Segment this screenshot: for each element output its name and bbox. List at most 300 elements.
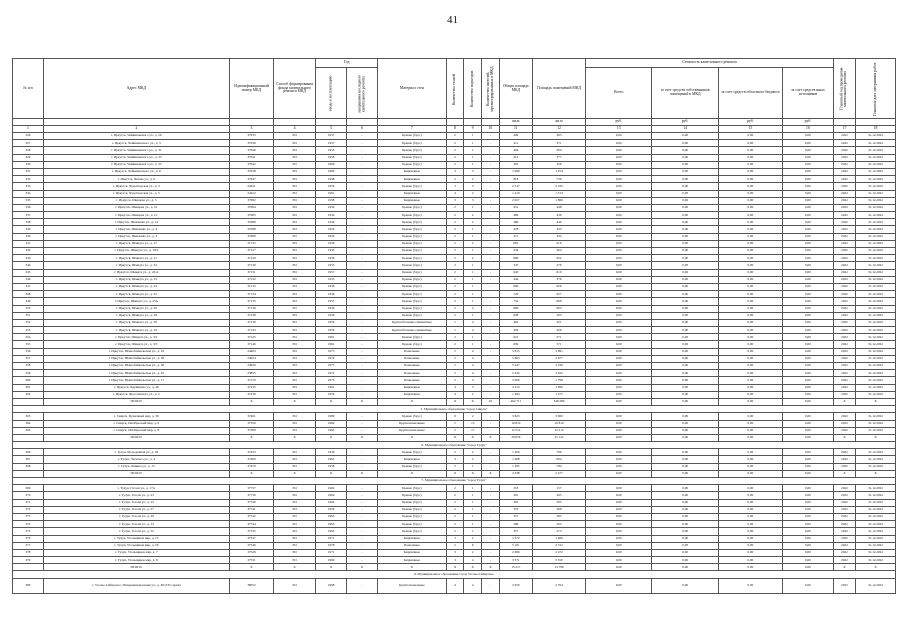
table-cell: 0,00: [652, 542, 718, 549]
table-cell: 610: [532, 269, 585, 276]
table-cell: X: [482, 434, 500, 441]
hdr-wall: Материал стен: [378, 59, 447, 119]
table-cell: 0,00: [782, 240, 833, 247]
table-cell: 295: [532, 499, 585, 506]
table-cell: 0,00: [718, 233, 782, 240]
table-cell: 348: [13, 291, 44, 298]
table-cell: -: [347, 183, 378, 190]
table-cell: X: [856, 434, 896, 441]
table-cell: г. Иркутск, Шмидта ул., д. 22: [43, 262, 229, 269]
table-cell: 2: [446, 341, 464, 348]
table-cell: 1960: [316, 168, 347, 175]
table-cell: 2022: [833, 276, 855, 283]
table-cell: X: [446, 564, 464, 571]
table-cell: г. Тулун, Гоголя ул., д. 25: [43, 499, 229, 506]
table-row: [13, 492, 896, 499]
table-cell: 621: [499, 334, 532, 341]
table-cell: 1948: [316, 176, 347, 183]
table-cell: 0,00: [586, 363, 652, 370]
table-cell: -: [347, 499, 378, 506]
table-cell: г. Иркутск, Шмидта ул., д. 3/2: [43, 334, 229, 341]
table-cell: 5: [446, 542, 464, 549]
table-cell: ИТОГО:: [43, 398, 229, 405]
table-cell: 409: [499, 133, 532, 140]
table-cell: -: [482, 549, 500, 556]
table-cell: 372: [13, 506, 44, 513]
table-cell: РО: [274, 140, 316, 147]
table-row: [13, 528, 896, 535]
table-cell: 0,00: [718, 183, 782, 190]
table-cell: г. Иркутск, Шевцова ул., д. 5: [43, 197, 229, 204]
table-cell: -: [482, 391, 500, 398]
table-cell: 5: [446, 370, 464, 377]
column-number: 16: [782, 126, 833, 133]
table-cell: г. Иркутск, Шевцова ул., д. 12: [43, 212, 229, 219]
table-cell: 411: [499, 140, 532, 147]
table-cell: 2: [446, 204, 464, 211]
table-cell: 358: [13, 363, 44, 370]
table-row: [13, 312, 896, 319]
table-cell: Панельные: [378, 355, 447, 362]
table-cell: 0,00: [586, 499, 652, 506]
table-cell: 363: [532, 133, 585, 140]
table-cell: 0,00: [652, 147, 718, 154]
table-cell: 37038: [229, 168, 273, 175]
table-cell: г. Иркутск, Южнобайкальская ул., д. 17: [43, 377, 229, 384]
table-cell: -: [347, 355, 378, 362]
table-cell: 371: [532, 140, 585, 147]
table-cell: 2: [464, 255, 482, 262]
table-cell: 1934: [316, 233, 347, 240]
table-cell: РО: [274, 427, 316, 434]
table-cell: 1: [446, 319, 464, 326]
table-cell: 31.12.2022: [856, 363, 896, 370]
table-cell: 0,00: [782, 542, 833, 549]
table-cell: 2: [446, 255, 464, 262]
table-cell: 37460: [229, 456, 273, 463]
table-cell: 0,00: [652, 463, 718, 470]
table-cell: 2 950: [499, 578, 532, 593]
table-cell: 1975: [316, 377, 347, 384]
table-cell: -: [347, 492, 378, 499]
table-row: [13, 355, 896, 362]
table-cell: 0,00: [652, 204, 718, 211]
table-cell: 280: [499, 521, 532, 528]
table-cell: 1: [464, 463, 482, 470]
table-cell: 434: [499, 248, 532, 255]
table-cell: 31.12.2022: [856, 391, 896, 398]
table-cell: 0,00: [782, 549, 833, 556]
table-cell: -: [347, 341, 378, 348]
table-cell: -: [347, 226, 378, 233]
table-cell: 2022: [833, 219, 855, 226]
table-cell: 4: [464, 327, 482, 334]
table-row: [13, 276, 896, 283]
table-cell: 347: [13, 283, 44, 290]
table-cell: 0,00: [782, 140, 833, 147]
table-cell: 9: [446, 413, 464, 420]
table-cell: РО: [274, 506, 316, 513]
table-cell: Бревно (брус): [378, 140, 447, 147]
table-cell: 0,00: [586, 197, 652, 204]
table-cell: 3 325: [532, 370, 585, 377]
table-cell: 448: [532, 204, 585, 211]
table-cell: Бревно (брус): [378, 183, 447, 190]
table-cell: 2022: [833, 348, 855, 355]
table-cell: 31.12.2022: [856, 384, 896, 391]
table-cell: 5: [446, 420, 464, 427]
table-cell: 0,00: [652, 434, 718, 441]
table-cell: РО: [274, 456, 316, 463]
table-cell: 0,00: [652, 513, 718, 520]
table-cell: 0,00: [652, 255, 718, 262]
table-cell: 338: [13, 219, 44, 226]
table-cell: 0,00: [586, 219, 652, 226]
table-cell: Бревно (брус): [378, 255, 447, 262]
table-cell: 0,00: [718, 269, 782, 276]
table-cell: 5: [446, 348, 464, 355]
table-cell: 0,00: [718, 197, 782, 204]
hdr-id: Идентификационный номер МКД: [229, 59, 273, 119]
table-row: [13, 341, 896, 348]
table-cell: 1965: [316, 456, 347, 463]
table-row: [13, 154, 896, 161]
table-cell: 2: [446, 262, 464, 269]
table-cell: РО: [274, 542, 316, 549]
table-cell: г. Иркутск, Чайкиновского ул., д. 9: [43, 168, 229, 175]
table-cell: 364: [13, 420, 44, 427]
table-cell: РО: [274, 391, 316, 398]
table-cell: 3: [464, 168, 482, 175]
table-cell: 0,00: [782, 190, 833, 197]
table-row: [13, 168, 896, 175]
table-cell: 379: [13, 557, 44, 564]
table-cell: 331: [13, 168, 44, 175]
table-cell: Панельные: [378, 363, 447, 370]
table-cell: 2022: [833, 147, 855, 154]
table-cell: 333: [13, 183, 44, 190]
table-cell: -: [482, 204, 500, 211]
table-cell: 330: [13, 161, 44, 168]
table-cell: 1: [464, 513, 482, 520]
table-cell: 1957: [316, 140, 347, 147]
table-cell: г. Иркутск, Чайкиновского ул., д. 29: [43, 133, 229, 140]
table-cell: 37042: [229, 161, 273, 168]
table-cell: 37133: [229, 283, 273, 290]
table-cell: 1 265: [499, 463, 532, 470]
table-cell: 0,00: [652, 398, 718, 405]
table-cell: г. Иркутск, Шмидта ул., д. 24: [43, 283, 229, 290]
table-cell: 344: [13, 262, 44, 269]
table-cell: г. Иркутск, Чехова ул., д. 6: [43, 176, 229, 183]
table-cell: 332: [13, 176, 44, 183]
column-number: 5: [316, 126, 347, 133]
table-cell: 37136: [229, 305, 273, 312]
table-cell: г. Тулун, Ленина ул., д. 15: [43, 463, 229, 470]
table-cell: 0,00: [718, 176, 782, 183]
table-cell: 0,00: [652, 413, 718, 420]
table-cell: 3 060: [532, 413, 585, 420]
table-cell: 0,00: [718, 377, 782, 384]
table-cell: -: [347, 384, 378, 391]
table-cell: 362: [13, 391, 44, 398]
table-cell: РО: [274, 312, 316, 319]
table-cell: 24403: [229, 348, 273, 355]
table-cell: 377: [13, 542, 44, 549]
table-cell: 374: [13, 521, 44, 528]
table-cell: -: [347, 190, 378, 197]
table-cell: 0,00: [586, 312, 652, 319]
table-cell: 0,00: [652, 348, 718, 355]
table-row: [13, 240, 896, 247]
table-cell: -: [347, 161, 378, 168]
table-cell: 31.12.2022: [856, 276, 896, 283]
section-row: [13, 442, 896, 449]
table-cell: 31.12.2022: [856, 355, 896, 362]
table-cell: 2022: [833, 183, 855, 190]
table-cell: 1961: [316, 384, 347, 391]
table-cell: 643: [499, 269, 532, 276]
table-cell: 353: [13, 327, 44, 334]
table-cell: Бревно (брус): [378, 449, 447, 456]
table-cell: 0,00: [782, 506, 833, 513]
table-cell: 2022: [833, 298, 855, 305]
table-cell: -: [482, 319, 500, 326]
table-cell: 0,00: [782, 413, 833, 420]
table-cell: Крупноблочные силикатные: [378, 327, 447, 334]
table-cell: -: [347, 269, 378, 276]
table-cell: 31.12.2022: [856, 176, 896, 183]
table-cell: 0,00: [652, 291, 718, 298]
section-row: [13, 406, 896, 413]
table-cell: X: [856, 398, 896, 405]
table-cell: 0,00: [652, 212, 718, 219]
table-cell: 5 232: [499, 370, 532, 377]
table-cell: 4: [464, 319, 482, 326]
table-cell: 2022: [833, 190, 855, 197]
table-cell: -: [482, 499, 500, 506]
table-cell: 0,00: [652, 485, 718, 492]
table-cell: 0,00: [652, 391, 718, 398]
table-cell: -: [347, 463, 378, 470]
table-cell: г. Иркутск, Шмидта ул., д. 26: [43, 305, 229, 312]
table-cell: г. Иркутск, Южнобайкальская ул., д. 18: [43, 348, 229, 355]
table-cell: 2 027: [499, 197, 532, 204]
table-cell: X: [316, 470, 347, 477]
table-cell: X: [856, 564, 896, 571]
table-cell: 1: [464, 276, 482, 283]
table-cell: РО: [274, 283, 316, 290]
table-cell: 2: [464, 449, 482, 456]
table-cell: 0,00: [782, 355, 833, 362]
table-cell: 1963: [316, 521, 347, 528]
table-cell: -: [347, 521, 378, 528]
table-cell: -: [482, 262, 500, 269]
table-cell: 622: [532, 255, 585, 262]
table-cell: г. Иркутск, Шмидта ул., д. 17: [43, 240, 229, 247]
table-cell: 31.12.2022: [856, 305, 896, 312]
table-cell: РО: [274, 269, 316, 276]
table-cell: 364: [532, 147, 585, 154]
table-cell: 31.12.2022: [856, 499, 896, 506]
table-cell: 5 247: [499, 363, 532, 370]
table-cell: 37047: [229, 176, 273, 183]
column-number: 6: [347, 126, 378, 133]
table-row: [13, 133, 896, 140]
table-cell: -: [347, 140, 378, 147]
table-cell: 31.12.2022: [856, 312, 896, 319]
table-row: [13, 291, 896, 298]
table-cell: 31.12.2022: [856, 226, 896, 233]
table-cell: 37041: [229, 154, 273, 161]
table-cell: 2: [446, 283, 464, 290]
table-cell: 350: [13, 305, 44, 312]
table-cell: 361: [13, 384, 44, 391]
column-number: 13: [586, 126, 652, 133]
table-cell: 37085: [229, 212, 273, 219]
table-cell: 37146: [229, 341, 273, 348]
table-cell: 1 798: [532, 377, 585, 384]
column-numbers-row: [13, 126, 896, 133]
section-title: 5. Муниципальное образование "город Свирск": [13, 406, 896, 413]
table-cell: 1936: [316, 312, 347, 319]
table-row: [13, 226, 896, 233]
table-cell: -: [482, 449, 500, 456]
table-row: [13, 499, 896, 506]
table-cell: 2: [464, 240, 482, 247]
unit-rub: руб.: [652, 119, 718, 126]
table-row: [13, 348, 896, 355]
table-cell: 0,00: [652, 319, 718, 326]
table-cell: 37138: [229, 312, 273, 319]
hdr-other: за счет средств иных источников: [782, 68, 833, 119]
table-cell: Панельные: [378, 542, 447, 549]
table-cell: 0,00: [652, 168, 718, 175]
table-cell: РО: [274, 334, 316, 341]
table-cell: 0,00: [782, 377, 833, 384]
table-cell: 0,00: [652, 283, 718, 290]
table-cell: -: [347, 557, 378, 564]
table-cell: 2: [446, 176, 464, 183]
table-cell: 336: [13, 204, 44, 211]
table-cell: г. Иркутск, Шмидта ул., д. 22/А: [43, 269, 229, 276]
table-cell: 2022: [833, 327, 855, 334]
table-cell: 1958: [316, 197, 347, 204]
table-cell: 3: [446, 168, 464, 175]
table-cell: 0,00: [718, 578, 782, 593]
table-cell: 1934: [316, 204, 347, 211]
table-cell: 0,00: [652, 470, 718, 477]
table-cell: 0,00: [718, 161, 782, 168]
table-cell: РО: [274, 226, 316, 233]
table-cell: 2: [446, 269, 464, 276]
table-cell: 2022: [833, 204, 855, 211]
table-cell: г. Иркутск, Чудотворская ул., д. 5: [43, 190, 229, 197]
table-cell: 0,00: [718, 370, 782, 377]
table-cell: 370: [13, 492, 44, 499]
table-cell: 0,00: [718, 549, 782, 556]
table-cell: 0,00: [782, 528, 833, 535]
table-row: [13, 305, 896, 312]
table-cell: 603: [532, 305, 585, 312]
column-number: 7: [378, 126, 447, 133]
table-cell: 0,00: [586, 226, 652, 233]
table-cell: 0,00: [718, 240, 782, 247]
table-cell: X: [833, 564, 855, 571]
table-cell: г. Иркутск, Чайкиновского ул., д. 31: [43, 147, 229, 154]
table-cell: 13 798: [532, 564, 585, 571]
table-cell: 0,00: [718, 521, 782, 528]
table-cell: 471: [499, 233, 532, 240]
table-cell: 1 668: [499, 456, 532, 463]
table-cell: 720: [499, 291, 532, 298]
table-cell: Бревно (брус): [378, 283, 447, 290]
table-cell: 2: [446, 140, 464, 147]
table-cell: 0,00: [782, 255, 833, 262]
table-cell: 0,00: [586, 384, 652, 391]
table-cell: 0,00: [718, 190, 782, 197]
table-cell: г. Иркутск, Шевченко ул., д. 2: [43, 226, 229, 233]
table-cell: 0,00: [586, 578, 652, 593]
table-cell: г. Тулун, Угольщиков мкр, д. 8: [43, 557, 229, 564]
table-cell: 1936: [316, 240, 347, 247]
table-cell: 2022: [833, 283, 855, 290]
column-number: 9: [464, 126, 482, 133]
table-cell: -: [347, 233, 378, 240]
table-cell: 2022: [833, 499, 855, 506]
table-cell: 1936: [316, 255, 347, 262]
table-cell: -: [482, 535, 500, 542]
table-row: [13, 485, 896, 492]
table-cell: 0,00: [782, 219, 833, 226]
table-cell: 0,00: [718, 499, 782, 506]
table-cell: 4: [446, 578, 464, 593]
table-cell: 0,00: [586, 370, 652, 377]
table-cell: Кирпичные: [378, 456, 447, 463]
table-cell: 37135: [229, 298, 273, 305]
table-cell: -: [482, 463, 500, 470]
table-cell: РО: [274, 190, 316, 197]
table-cell: 1 866: [532, 197, 585, 204]
table-cell: 440: [532, 219, 585, 226]
table-cell: 17: [464, 427, 482, 434]
table-cell: 0,00: [718, 255, 782, 262]
column-number: 2: [43, 126, 229, 133]
table-cell: 0,00: [718, 528, 782, 535]
table-cell: -: [347, 370, 378, 377]
table-cell: 1 990: [532, 384, 585, 391]
table-cell: РО: [274, 319, 316, 326]
table-cell: -: [482, 456, 500, 463]
table-cell: 630: [499, 341, 532, 348]
table-cell: 0,00: [782, 168, 833, 175]
unit-rub: руб.: [718, 119, 782, 126]
table-row: [13, 212, 896, 219]
table-cell: 0,00: [586, 255, 652, 262]
table-cell: 5 815: [499, 348, 532, 355]
table-cell: 433: [532, 226, 585, 233]
table-cell: 451: [499, 204, 532, 211]
table-cell: 0,00: [586, 492, 652, 499]
table-cell: 0,00: [718, 506, 782, 513]
table-cell: РО: [274, 248, 316, 255]
table-cell: 1: [464, 204, 482, 211]
table-cell: 347: [499, 262, 532, 269]
table-cell: 1953: [316, 147, 347, 154]
table-cell: 361: [499, 492, 532, 499]
table-cell: 0,00: [652, 154, 718, 161]
table-cell: 2022: [833, 384, 855, 391]
